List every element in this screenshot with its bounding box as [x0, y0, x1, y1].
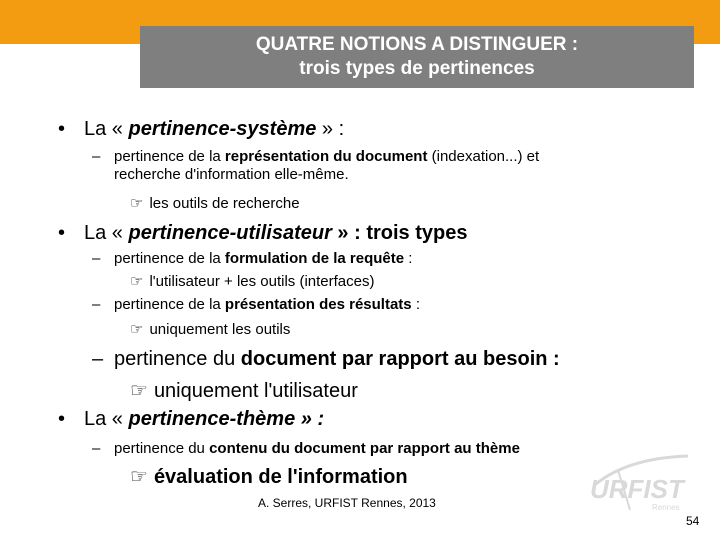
- item-2-heading: La « pertinence-utilisateur » : trois types: [84, 222, 468, 244]
- item-3-sub-1: pertinence du contenu du document par rapport au thème: [114, 440, 520, 457]
- item-3-term: pertinence-thème: [128, 408, 296, 430]
- dash: –: [92, 348, 104, 370]
- pointing-hand-icon: ☞: [130, 321, 144, 338]
- item-1-note: ☞ les outils de recherche: [130, 195, 300, 212]
- item-1-heading: La « pertinence-système » :: [84, 118, 345, 140]
- item-1-sub-1-line-2: recherche d'information elle-même.: [114, 166, 349, 183]
- urfist-logo: [588, 450, 698, 516]
- item-2-sub-3: pertinence du document par rapport au besoin :: [114, 348, 560, 370]
- pointing-hand-icon: ☞: [130, 380, 148, 402]
- dash: –: [92, 250, 101, 267]
- item-2-sub-1: pertinence de la formulation de la requête :: [114, 250, 413, 267]
- item-2-sub-2: pertinence de la présentation des résultats :: [114, 296, 420, 313]
- item-1-sub-1: pertinence de la représentation du document (indexation...) et: [114, 148, 540, 165]
- item-2-sub-2-note: ☞ uniquement les outils: [130, 321, 291, 338]
- item-2-sub-1-note: ☞ l'utilisateur + les outils (interfaces): [130, 273, 375, 290]
- bullet: •: [58, 222, 66, 244]
- item-2-sub-3-note: ☞ uniquement l'utilisateur: [130, 380, 358, 402]
- item-3-note: ☞ évaluation de l'information: [130, 466, 408, 488]
- dash: –: [92, 296, 101, 313]
- logo-subtext: Rennes: [652, 503, 680, 512]
- bullet: •: [58, 408, 66, 430]
- footer-credit: A. Serres, URFIST Rennes, 2013: [258, 496, 436, 510]
- bullet: •: [58, 118, 66, 140]
- pointing-hand-icon: ☞: [130, 466, 148, 488]
- dash: –: [92, 440, 101, 457]
- item-3-heading: La « pertinence-thème » :: [84, 408, 325, 430]
- page-number: 54: [686, 514, 700, 528]
- item-2-term: pertinence-utilisateur: [128, 222, 332, 244]
- dash: –: [92, 148, 101, 165]
- pointing-hand-icon: ☞: [130, 273, 144, 290]
- pointing-hand-icon: ☞: [130, 195, 144, 212]
- slide-title: [140, 26, 694, 88]
- logo-text: URFIST: [590, 474, 684, 504]
- item-1-term: pertinence-système: [128, 118, 317, 140]
- title-line-2: trois types de pertinences: [299, 58, 535, 79]
- title-line-1: QUATRE NOTIONS A DISTINGUER :: [255, 34, 579, 55]
